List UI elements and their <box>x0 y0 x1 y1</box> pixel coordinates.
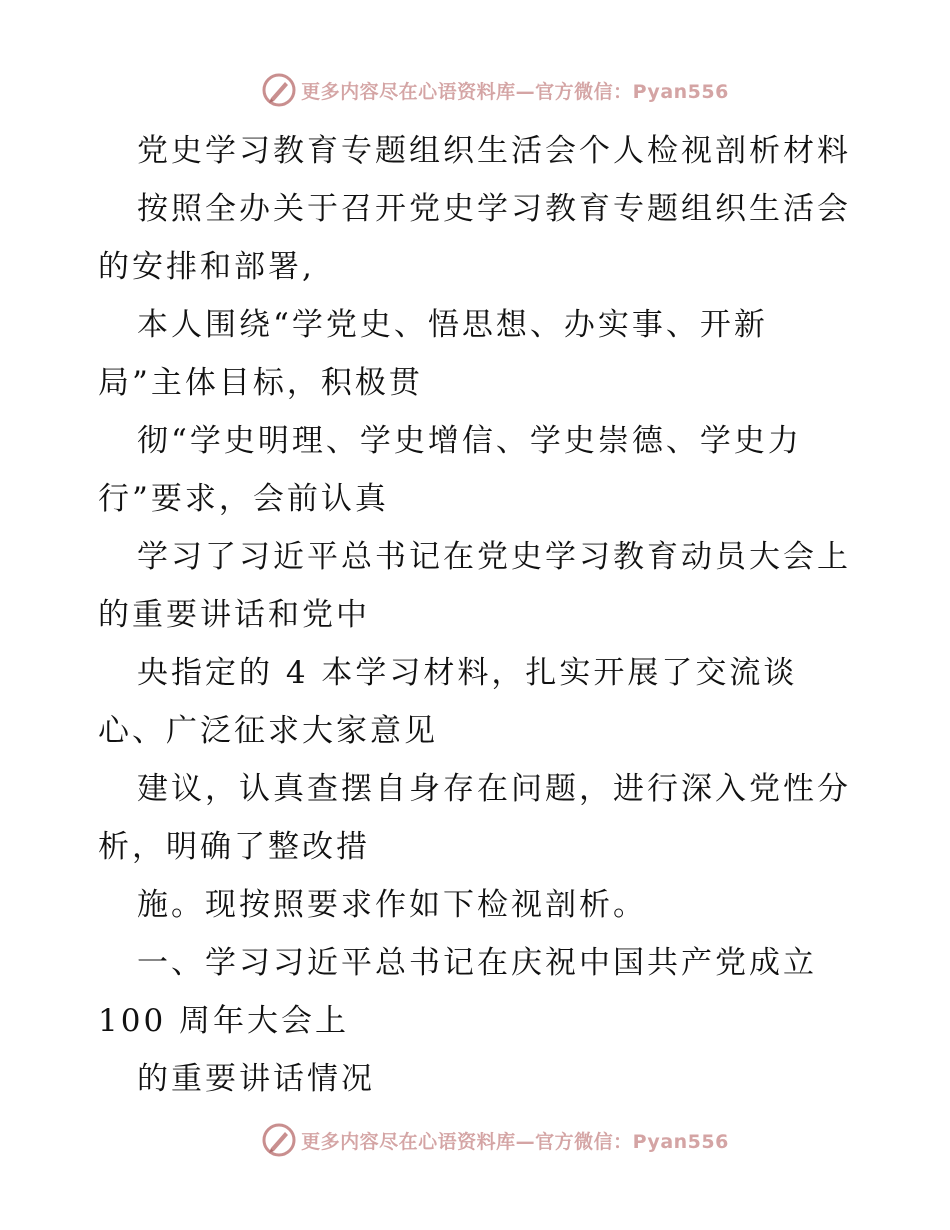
paragraph-line: 央指定的 4 本学习材料，扎实开展了交流谈 <box>137 655 798 691</box>
footer-watermark <box>0 1120 950 1160</box>
paragraph-line: 的重要讲话情况 <box>137 1061 375 1097</box>
paragraph-line: 建议，认真查摆自身存在问题，进行深入党性分 <box>137 771 851 807</box>
section-heading: 一、学习习近平总书记在庆祝中国共产党成立 <box>137 945 817 981</box>
document-title: 党史学习教育专题组织生活会个人检视剖析材料 <box>137 133 851 169</box>
paragraph-line: 彻“学史明理、学史增信、学史崇德、学史力 <box>137 423 802 459</box>
pen-logo-icon <box>261 1122 297 1158</box>
paragraph-line: 按照全办关于召开党史学习教育专题组织生活会 <box>137 191 851 227</box>
paragraph-line: 的重要讲话和党中 <box>98 597 370 633</box>
paragraph-line: 施。现按照要求作如下检视剖析。 <box>137 887 647 923</box>
paragraph-line: 心、广泛征求大家意见 <box>98 713 438 749</box>
footer-watermark-inner <box>261 1122 729 1158</box>
header-watermark-inner <box>261 72 729 108</box>
paragraph-line: 学习了习近平总书记在党史学习教育动员大会上 <box>137 539 851 575</box>
watermark-text: 更多内容尽在心语资料库—官方微信：Pyan556 <box>301 80 729 103</box>
paragraph-line: 行”要求，会前认真 <box>98 481 389 517</box>
paragraph-line: 的安排和部署, <box>98 249 315 285</box>
paragraph-line: 析，明确了整改措 <box>98 829 370 865</box>
header-watermark <box>0 70 950 110</box>
section-heading-continued: 100 周年大会上 <box>98 1003 350 1039</box>
pen-logo-icon <box>261 72 297 108</box>
watermark-text: 更多内容尽在心语资料库—官方微信：Pyan556 <box>301 1130 729 1153</box>
paragraph-line: 本人围绕“学党史、悟思想、办实事、开新 <box>137 307 768 343</box>
paragraph-line: 局”主体目标，积极贯 <box>98 365 423 401</box>
